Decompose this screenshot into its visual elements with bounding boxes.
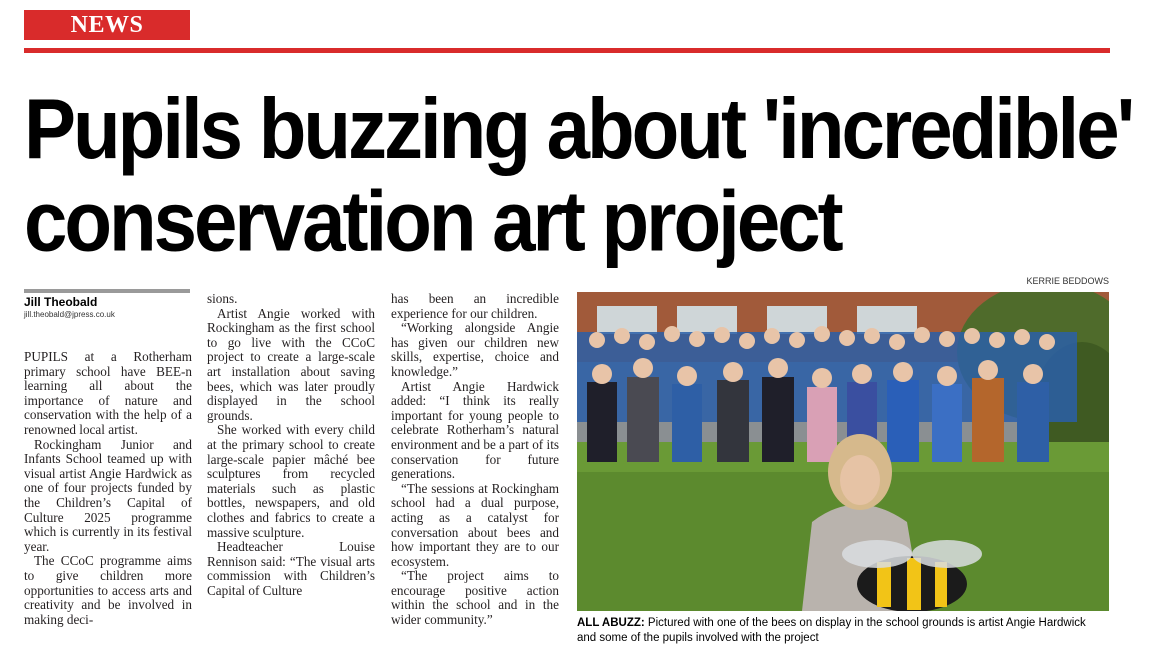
paragraph: Artist Angie Hardwick added: “I think its really important for young people to celebrate Rotherham’s natural environment and be a part of its conservation for future generations. [391, 378, 559, 482]
photo-caption [577, 616, 1107, 645]
article-column-1 [24, 350, 192, 627]
paragraph: The CCoC programme aims to give children more opportunities to access arts and creativity and be involved in making deci- [24, 553, 192, 627]
article-column-3 [391, 292, 559, 628]
paragraph: Artist Angie worked with Rockingham as the first school to go live with the CCoC project to create a large-scale art installation about saving bees, which was later proudly displayed in the school grounds. [207, 305, 375, 423]
photo-illustration [577, 292, 1109, 611]
article-column-2 [207, 292, 375, 598]
paragraph: Rockingham Junior and Infants School teamed up with visual artist Angie Hardwick as one of four projects funded by the Children’s Capital of Culture 2025 programme which is currently in its festival year. [24, 436, 192, 554]
paragraph: PUPILS at a Rotherham primary school have BEE-n learning all about the importance of nature and conservation with the help of a renowned local artist. [24, 349, 192, 437]
section-divider [24, 48, 1110, 53]
headline [24, 79, 1133, 269]
paragraph: “Working alongside Angie has given our children new skills, expertise, choice and knowledge.” [391, 320, 559, 379]
byline-rule [24, 289, 190, 293]
photo-credit: KERRIE BEDDOWS [1026, 276, 1109, 286]
byline-name: Jill Theobald [24, 295, 98, 309]
headline-line-2: conservation art project [24, 172, 841, 269]
paragraph: “The project aims to encourage positive action within the school and in the wider community.” [391, 568, 559, 628]
article-photo [577, 292, 1109, 611]
byline-email[interactable]: jill.theobald@jpress.co.uk [24, 310, 115, 319]
section-tag: NEWS [24, 10, 190, 40]
paragraph: She worked with every child at the primary school to create large-scale papier mâché bee sculptures from recycled materials such as plastic bottles, newspapers, and old clothes and fabrics to create a massive sculpture. [207, 422, 375, 540]
paragraph: sions. [207, 291, 238, 306]
headline-line-1: Pupils buzzing about 'incredible' [24, 79, 1133, 177]
paragraph: Headteacher Louise Rennison said: “The visual arts commission with Children’s Capital of Culture [207, 539, 375, 598]
paragraph: has been an incredible experience for our children. [391, 291, 559, 321]
caption-text: Pictured with one of the bees on display in the school grounds is artist Angie Hardwick and some of the pupils involved with the project [577, 617, 1086, 644]
caption-lead: ALL ABUZZ: [577, 617, 645, 629]
paragraph: “The sessions at Rockingham school had a dual purpose, acting as a catalyst for conversation about bees and how important they are to our ecosystem. [391, 480, 559, 569]
